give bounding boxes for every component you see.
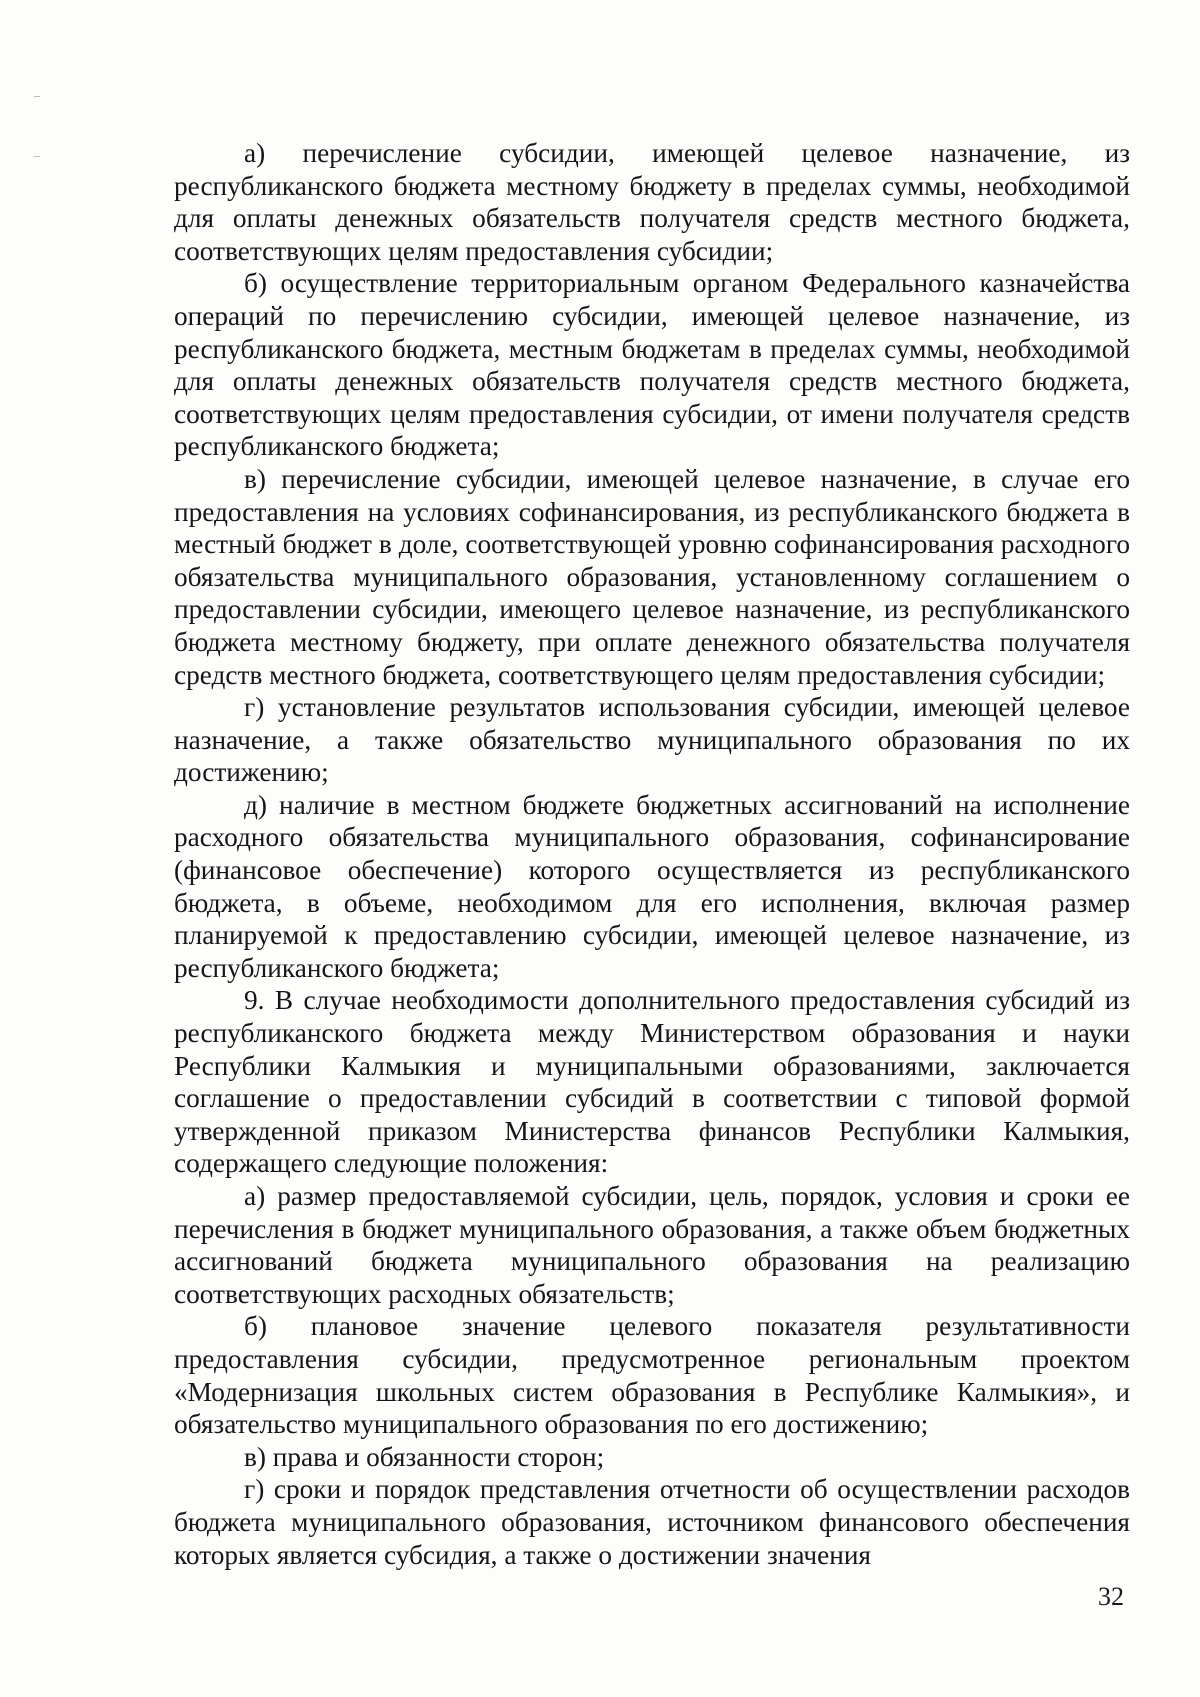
paragraph-8d: д) наличие в местном бюджете бюджетных ассигнований на исполнение расходного обязательства муниципального образования, софинансирование (финансовое обеспечение) которого осуществляется из республиканского бюджета, в объеме, необходимом для его исполнения, включая размер планируемой к предоставлению субсидии, имеющей целевое назначение, из республиканского бюджета;	[174, 789, 1130, 983]
page-number: 32	[1098, 1582, 1124, 1611]
paragraph-9b: б) плановое значение целевого показателя результативности предоставления субсидии, предусмотренное региональным проектом «Модернизация школьных систем образования в Республике Калмыкия», и обязательство муниципального образования по его достижению;	[174, 1311, 1130, 1440]
paragraph-8a: а) перечисление субсидии, имеющей целевое назначение, из республиканского бюджета местному бюджету в пределах суммы, необходимой для оплаты денежных обязательств получателя средств местного бюджета, соответствующих целям предоставления субсидии;	[174, 138, 1130, 266]
paragraph-9a: а) размер предоставляемой субсидии, цель, порядок, условия и сроки ее перечисления в бюджет муниципального образования, а также объем бюджетных ассигнований бюджета муниципального образования на реализацию соответствующих расходных обязательств;	[174, 1181, 1130, 1309]
document-body	[174, 137, 1130, 1571]
paragraph-9v: в) права и обязанности сторон;	[244, 1441, 605, 1472]
paragraph-8g: г) установление результатов использования субсидии, имеющей целевое назначение, а также обязательство муниципального образования по их достижению;	[174, 692, 1130, 788]
paragraph-9: 9. В случае необходимости дополнительного предоставления субсидий из республиканского бюджета между Министерством образования и науки Республики Калмыкия и муниципальными образованиями, заключается соглашение о предоставлении субсидий в соответствии с типовой формой утвержденной приказом Министерства финансов Республики Калмыкия, содержащего следующие положения:	[174, 985, 1130, 1179]
paragraph-9g: г) сроки и порядок представления отчетности об осуществлении расходов бюджета муниципального образования, источником финансового обеспечения которых является субсидия, а также о достижении значения	[174, 1474, 1130, 1570]
paragraph-8b: б) осуществление территориальным органом Федерального казначейства операций по перечислению субсидии, имеющей целевое назначение, из республиканского бюджета, местным бюджетам в пределах суммы, необходимой для оплаты денежных обязательств получателя средств местного бюджета, соответствующих целям предоставления субсидии, от имени получателя средств республиканского бюджета;	[174, 268, 1130, 462]
scan-artifact-mark	[34, 156, 40, 157]
scan-artifact-mark	[34, 96, 40, 97]
paragraph-8v: в) перечисление субсидии, имеющей целевое назначение, в случае его предоставления на условиях софинансирования, из республиканского бюджета в местный бюджет в доле, соответствующей уровню софинансирования расходного обязательства муниципального образования, установленному соглашением о предоставлении субсидии, имеющего целевое назначение, из республиканского бюджета местному бюджету, при оплате денежного обязательства получателя средств местного бюджета, соответствующего целям предоставления субсидии;	[174, 463, 1130, 690]
